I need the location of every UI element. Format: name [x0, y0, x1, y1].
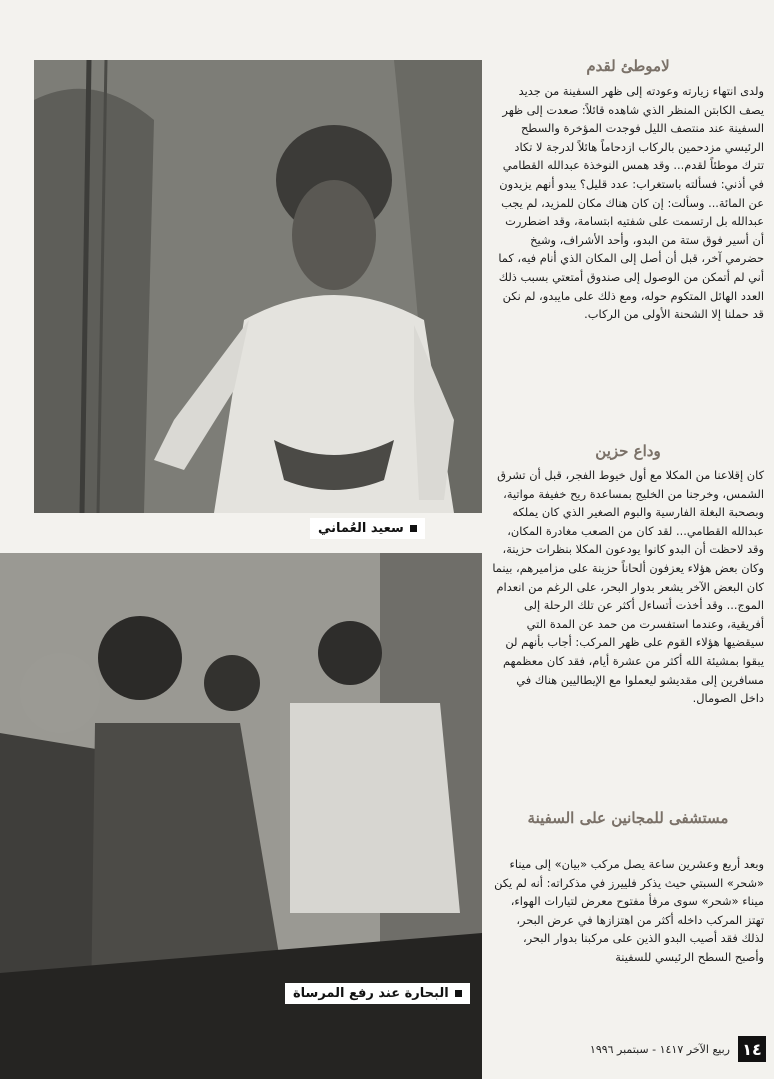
caption-text: سعيد العُماني	[318, 521, 404, 536]
section-paragraph: وبعد أربع وعشرين ساعة يصل مركب «بيان» إلى ميناء «شحر» السبتي حيث يذكر فلييرز في مذكراته: أنه لم يكن ميناء «شحر» سوى مرفأ مفتوح معرض لتيارات الهواء، تهتز المركب داخله أكثر من اهتزازها في عرض البحر، لذلك فقد أصيب البدو الذين على مركبنا بدوار البحر، وأصبح السطح الرئيسي للسفينة	[494, 857, 764, 964]
section-paragraph: كان إقلاعنا من المكلا مع أول خيوط الفجر، قبل أن تشرق الشمس، وخرجنا من الخليج بمساعدة ريح خفيفة مواتية، وبصحبة البغلة الفارسية والبوم الصغير الذي كان يملكه عبدالله القطامي... لقد كان من الصعب مغادرة المكان، وقد لاحظت أن البدو كانوا يودعون المكلا بنظرات حزينة، وكان بعض هؤلاء يعزفون ألحاناً حزينة على مزاميرهم، بينما كان البعض الآخر يشعر بدوار البحر، على الرغم من انعدام الموج... وقد أخذت أتساءل أكثر عن تلك الرحلة إلى أفريقية، وعندما استفسرت من حمد عن المدة التي سيقضيها هؤلاء القوم على ظهر المركب: أجاب بأنهم لن يبقوا بمشيئة الله أكثر من عشرة أيام، فقد كان معظمهم مسافرين إلى مقديشو ليعملوا مع الإيطاليين هناك في داخل الصومال.	[492, 468, 764, 706]
issue-date: ربيع الآخر ١٤١٧ - سبتمبر ١٩٩٦	[589, 1042, 730, 1056]
photo-caption-top	[310, 518, 425, 539]
caption-bullet	[455, 990, 462, 997]
page-footer	[590, 1036, 766, 1062]
photo-saeed-omani	[34, 60, 482, 513]
page-number: ١٤	[738, 1036, 766, 1062]
section-paragraph: ولدى انتهاء زيارته وعودته إلى ظهر السفينة من جديد يصف الكابتن المنظر الذي شاهده قائلاً: صعدت إلى ظهر السفينة عند منتصف الليل فوجدت المؤخرة والسطح الرئيسي مزدحمين بالركاب ازدحاماً هائلاً لدرجة لا تكاد تترك موطئاً لقدم... وقد همس النوخذة عبدالله القطامي في أذني: فسألته باستغراب: عدد قليل؟ يبدو أنهم يزيدون عن المائة... وسألت: إن كان هناك مكان للمزيد، لم يجب عبدالله بل ارتسمت على شفتيه ابتسامة، وقد اضطررت أن أسير فوق ستة من البدو، وأحد الأشراف، وشيخ حضرمي آخر، قبل أن أصل إلى المكان الذي أنام فيه، كما أني لم أتمكن من الوصول إلى صندوق أمتعتي بسبب ذلك العدد الهائل المتكوم حوله، ومع ذلك على مايبدو، لم نكن قد حملنا إلا الشحنة الأولى من الركاب.	[498, 84, 764, 322]
caption-bullet	[410, 525, 417, 532]
caption-text: البحارة عند رفع المرساة	[293, 986, 449, 1001]
section-heading: وداع حزين	[595, 442, 661, 460]
photo-caption-bottom	[285, 983, 470, 1004]
section-heading: مستشفى للمجانين على السفينة	[527, 809, 729, 827]
portrait-illustration	[34, 60, 482, 513]
section-heading: لاموطئ لقدم	[586, 57, 670, 75]
